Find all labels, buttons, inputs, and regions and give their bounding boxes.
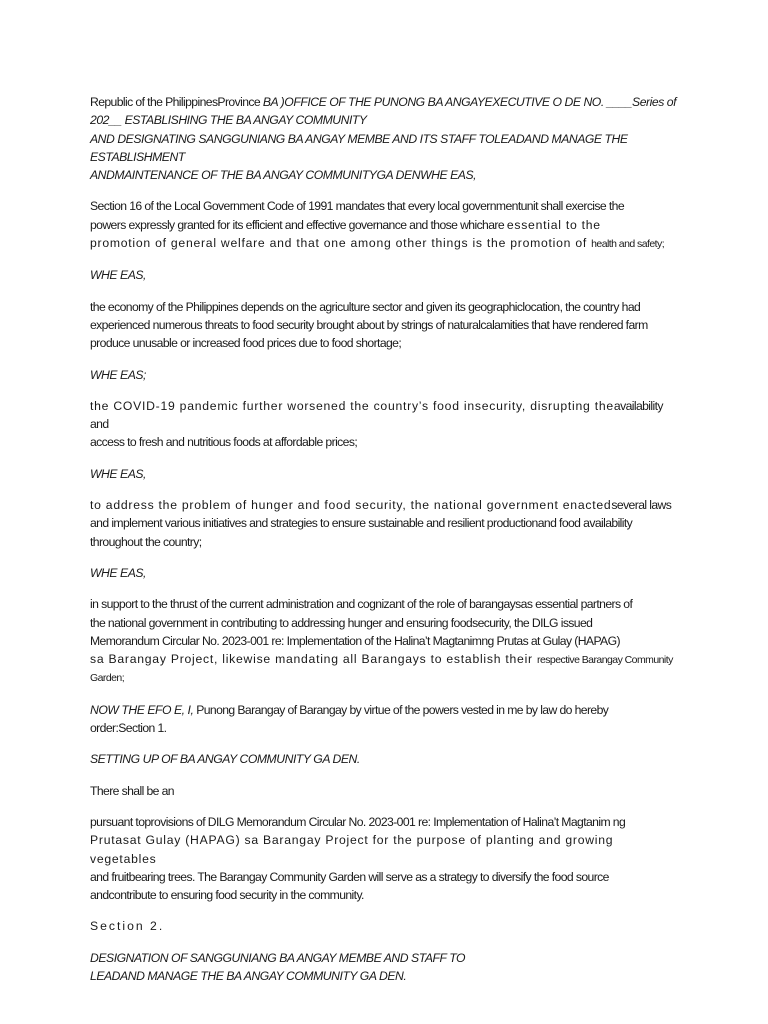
header-line-1: [90, 93, 680, 111]
header-republic-text: Republic of the PhilippinesProvince: [90, 95, 263, 109]
para4-line-1: [90, 496, 680, 514]
now-therefore-italic: NOW THE EFO E, I,: [90, 702, 194, 717]
para1-line-3a: promotion of general welfare and that one among other things is the promotion of: [90, 236, 592, 251]
para2-line-2: experienced numerous threats to food security brought about by strings of naturalcalamities that have rendered farm: [90, 317, 648, 332]
para3-line-2: access to fresh and nutritious foods at affordable prices;: [90, 435, 358, 450]
paragraph-pursuant: [90, 813, 680, 904]
para5-line-3: Memorandum Circular No. 2023-001 re: Implementation of the Halina’t Magtanimng Prutas at Gulay (HAPAG): [90, 633, 620, 648]
section-2-label: Section 2.: [90, 919, 165, 934]
para6-line-2: Prutasat Gulay (HAPAG) sa Barangay Project for the purpose of planting and growing vegetables: [90, 833, 614, 866]
para5-line-2: the national government in contributing to addressing hunger and ensuring foodsecurity, the DILG issued: [90, 615, 593, 630]
para4-line-2: and implement various initiatives and strategies to ensure sustainable and resilient productionand food availability: [90, 516, 633, 531]
para3-line-1a: the COVID-19 pandemic further worsened the country’s food insecurity, disrupting the: [90, 398, 614, 413]
section-2-title: [90, 949, 680, 986]
now-therefore-text: Punong Barangay of Barangay by virtue of the powers vested in me by law do hereby: [193, 702, 609, 717]
para2-line-1: the economy of the Philippines depends on the agriculture sector and given its geographiclocation, the country had: [90, 299, 641, 314]
there-shall-be-text: There shall be an: [90, 783, 174, 798]
now-therefore-line-1: [90, 701, 680, 719]
section-2-title-line-1: DESIGNATION OF SANGGUNIANG BA ANGAY MEMBE AND STAFF TO: [90, 950, 466, 965]
para1-line-3: [90, 234, 680, 253]
whereas-label-4: WHE EAS,: [90, 565, 146, 580]
section-2-title-line-2: LEADAND MANAGE THE BA ANGAY COMMUNITY GA DEN.: [90, 968, 407, 983]
para1-line-1: Section 16 of the Local Government Code of 1991 mandates that every local governmentunit shall exercise the: [90, 199, 625, 214]
section-1-title: SETTING UP OF BA ANGAY COMMUNITY GA DEN.: [90, 752, 360, 767]
para1-line-2: [90, 216, 680, 234]
document-header: [90, 93, 680, 184]
paragraph-economy: [90, 298, 680, 353]
para3-line-1: [90, 397, 680, 434]
document-page: [90, 93, 680, 985]
paragraph-support: [90, 595, 680, 687]
para5-line-1: in support to the thrust of the current administration and cognizant of the role of barangaysas essential partners of: [90, 597, 633, 612]
para4-line-1b: several laws: [611, 498, 672, 513]
para5-line-4a: sa Barangay Project, likewise mandating all Barangays to establish their: [90, 652, 537, 667]
para6-line-1: pursuant toprovisions of DILG Memorandum Circular No. 2023-001 re: Implementation of Halina’t Magtanim ng: [90, 814, 626, 829]
header-line-2: 202__ ESTABLISHING THE BA ANGAY COMMUNITY: [90, 113, 367, 128]
paragraph-section-16: [90, 197, 680, 253]
para4-line-3: throughout the country;: [90, 534, 202, 549]
para1-line-3b: health and safety;: [591, 238, 665, 251]
para1-line-2a: powers expressly granted for its efficient and effective governance and those whichare: [90, 217, 507, 232]
para6-line-3: and fruitbearing trees. The Barangay Community Garden will serve as a strategy to diversify the food source: [90, 869, 609, 884]
paragraph-hunger: [90, 496, 680, 551]
header-line-3: AND DESIGNATING SANGGUNIANG BA ANGAY MEMBE AND ITS STAFF TOLEADAND MANAGE THE ESTABLISHMENT: [90, 131, 628, 164]
para4-line-1a: to address the problem of hunger and food security, the national government enacted: [90, 498, 612, 513]
whereas-label-1: WHE EAS,: [90, 268, 146, 283]
para5-line-4b: respective Barangay Community: [537, 654, 673, 667]
whereas-label-2: WHE EAS;: [90, 367, 146, 382]
header-office-text: BA )OFFICE OF THE PUNONG BA ANGAYEXECUTIVE O DE NO. ____Series of: [262, 95, 677, 109]
para6-line-4: andcontribute to ensuring food security in the community.: [90, 888, 364, 903]
para1-line-2b: essential to the: [506, 217, 601, 232]
para2-line-3: produce unusable or increased food prices due to food shortage;: [90, 336, 402, 351]
para3-line-1b: availability and: [90, 398, 663, 432]
now-therefore-block: [90, 701, 680, 738]
header-line-4: ANDMAINTENANCE OF THE BA ANGAY COMMUNITYGA DENWHE EAS,: [90, 168, 477, 183]
now-therefore-line-2: order:Section 1.: [90, 721, 167, 736]
para5-line-4: [90, 650, 680, 669]
paragraph-covid: [90, 397, 680, 452]
whereas-label-3: WHE EAS,: [90, 466, 146, 481]
para5-line-5: Garden;: [90, 672, 125, 685]
